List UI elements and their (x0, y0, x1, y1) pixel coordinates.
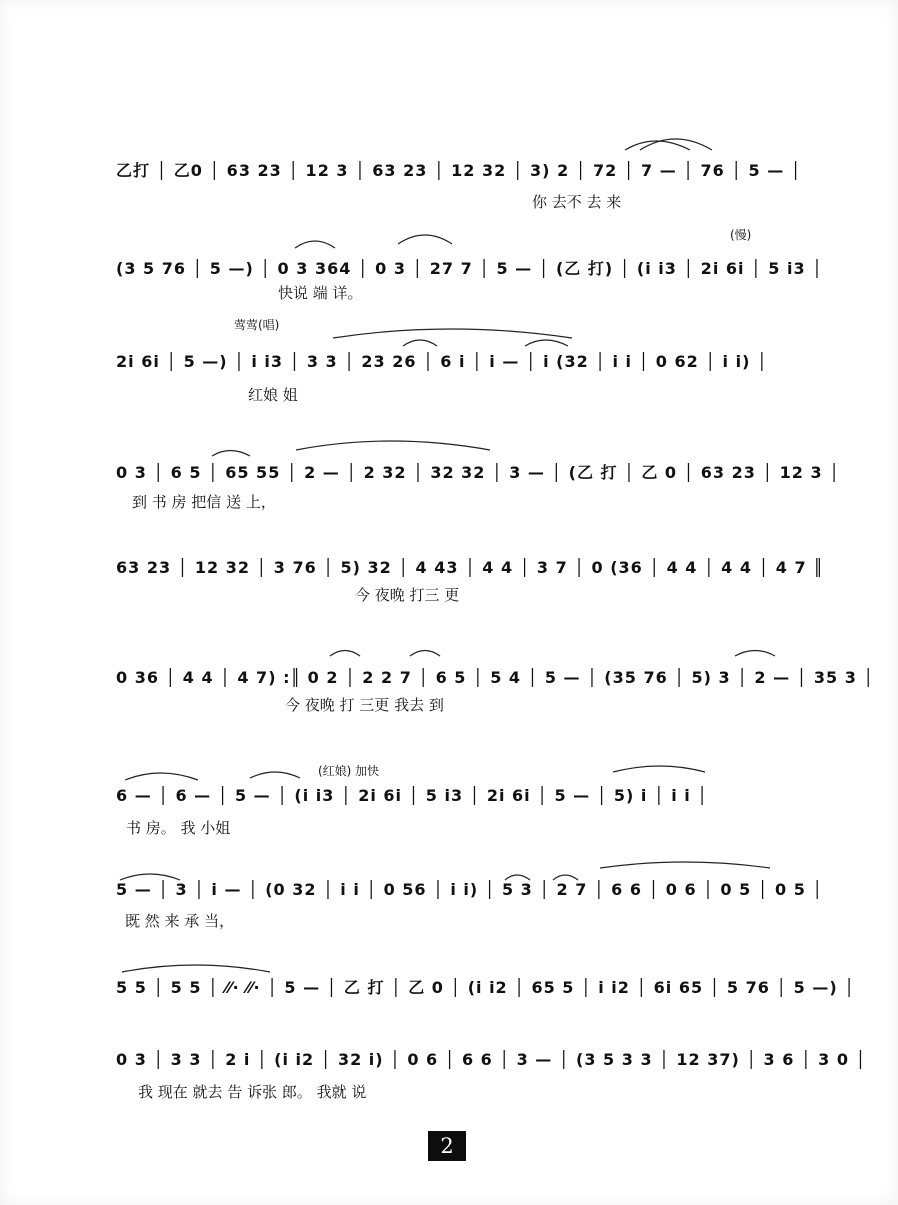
score-row-4: 0 3 │ 6 5 │ 65 55 │ 2 — │ 2 32 │ 32 32 │ 3 — │ (乙 打 │ 乙 0 │ 63 23 │ 12 3 │ (116, 463, 840, 482)
score-row-10: 0 3 │ 3 3 │ 2 i │ (i i2 │ 32 i) │ 0 6 │ 6 6 │ 3 — │ (3 5 3 3 │ 12 37) │ 3 6 │ 3 0 │ (116, 1050, 867, 1069)
score-row-9: 5 5 │ 5 5 │ ⁄⁄· ⁄⁄· │ 5 — │ 乙 打 │ 乙 0 │ (i i2 │ 65 5 │ i i2 │ 6i 65 │ 5 76 │ 5 —) │ (116, 978, 855, 997)
score-row-7: 6 — │ 6 — │ 5 — │ (i i3 │ 2i 6i │ 5 i3 │ 2i 6i │ 5 — │ 5) i │ i i │ (116, 786, 708, 805)
role-mark-yingying: 莺莺(唱) (234, 318, 280, 332)
score-row-8: 5 — │ 3 │ i — │ (0 32 │ i i │ 0 56 │ i i) │ 5 3 │ 2 7 │ 6 6 │ 0 6 │ 0 5 │ 0 5 │ (116, 880, 824, 899)
lyrics-row-4: 到 书 房 把信 送 上， (132, 493, 276, 511)
lyrics-row-1: 你 去不 去 来 (532, 193, 622, 211)
score-row-2: (3 5 76 │ 5 —) │ 0 3 364 │ 0 3 │ 27 7 │ 5 — │ (乙 打) │ (i i3 │ 2i 6i │ 5 i3 │ (116, 259, 823, 278)
score-row-3: 2i 6i │ 5 —) │ i i3 │ 3 3 │ 23 26 │ 6 i │ i — │ i (32 │ i i │ 0 62 │ i i) │ (116, 352, 768, 371)
lyrics-row-10: 我 现在 就去 告 诉张 郎。 我就 说 (138, 1083, 367, 1101)
lyrics-row-3: 红娘 姐 (248, 386, 298, 404)
lyrics-row-5: 今 夜晚 打三 更 (355, 586, 460, 604)
lyrics-row-6: 今 夜晚 打 三更 我去 到 (285, 696, 444, 714)
role-mark-hongniang: (红娘) 加快 (318, 764, 380, 778)
score-row-1: 乙打 │ 乙0 │ 63 23 │ 12 3 │ 63 23 │ 12 32 │ 3) 2 │ 72 │ 7 — │ 76 │ 5 — │ (116, 161, 802, 180)
score-row-5: 63 23 │ 12 32 │ 3 76 │ 5) 32 │ 4 43 │ 4 4 │ 3 7 │ 0 (36 │ 4 4 │ 4 4 │ 4 7 ║ (116, 558, 824, 577)
page-number: 2 (428, 1131, 466, 1161)
lyrics-row-8: 既 然 来 承 当， (125, 912, 235, 930)
score-row-6: 0 36 │ 4 4 │ 4 7) :║ 0 2 │ 2 2 7 │ 6 5 │ 5 4 │ 5 — │ (35 76 │ 5) 3 │ 2 — │ 35 3 │ (116, 668, 875, 687)
lyrics-row-2: 快说 端 详。 (278, 284, 363, 302)
lyrics-row-7: 书 房。 我 小姐 (126, 819, 231, 837)
tempo-mark-slow: (慢) (730, 228, 752, 242)
